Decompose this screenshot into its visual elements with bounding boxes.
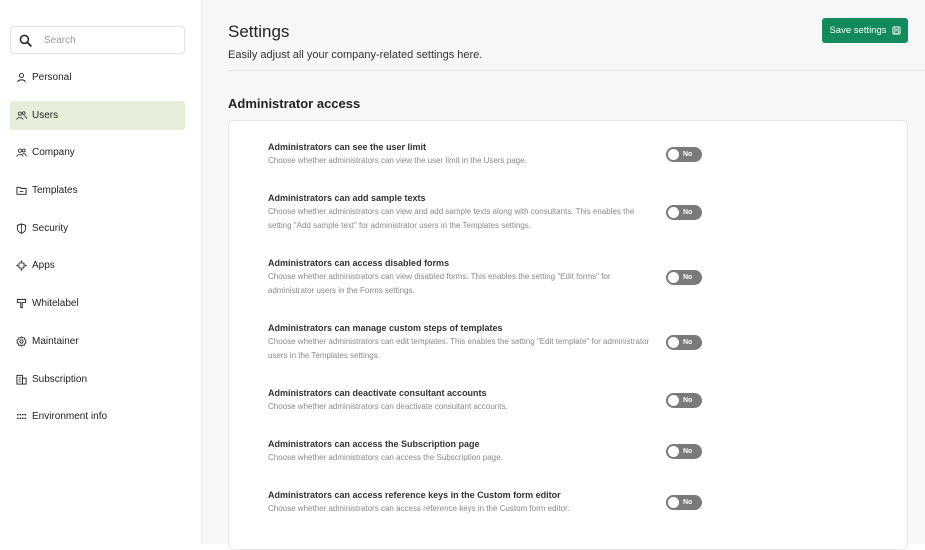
setting-toggle[interactable] — [666, 270, 702, 285]
sidebar-item-environment-info[interactable] — [10, 402, 185, 431]
toggle-label: No — [683, 151, 693, 158]
toggle-label: No — [683, 397, 693, 404]
folder-icon — [16, 185, 27, 196]
setting-toggle[interactable] — [666, 147, 702, 162]
search-icon — [19, 33, 33, 47]
save-icon — [892, 26, 901, 35]
setting-row — [268, 322, 888, 363]
sidebar-item-security[interactable] — [10, 214, 185, 243]
toggle-knob — [668, 395, 679, 406]
sidebar-item-label: Users — [32, 109, 59, 121]
setting-description: Choose whether administrators can edit templates. This enables the setting "Edit template" for administrator users in the Templates settings. — [268, 337, 650, 360]
main-content — [202, 0, 925, 544]
setting-description: Choose whether administrators can deactivate consultant accounts. — [268, 402, 508, 411]
sidebar-nav — [0, 63, 201, 431]
setting-title: Administrators can access the Subscription page — [268, 439, 480, 449]
sidebar-item-label: Templates — [32, 185, 78, 197]
setting-title: Administrators can manage custom steps of templates — [268, 323, 503, 333]
search-input[interactable] — [42, 34, 176, 47]
settings-card — [228, 120, 908, 550]
page-header — [228, 0, 925, 71]
setting-toggle[interactable] — [666, 393, 702, 408]
toggle-label: No — [683, 339, 693, 346]
setting-title: Administrators can deactivate consultant accounts — [268, 388, 487, 398]
sidebar-item-maintainer[interactable] — [10, 327, 185, 356]
toggle-label: No — [683, 499, 693, 506]
section-title: Administrator access — [228, 96, 361, 111]
setting-title: Administrators can add sample texts — [268, 193, 426, 203]
setting-title: Administrators can access disabled forms — [268, 258, 450, 268]
user-icon — [16, 72, 27, 83]
setting-toggle[interactable] — [666, 205, 702, 220]
brush-icon — [16, 298, 27, 309]
toggle-knob — [668, 149, 679, 160]
sidebar-item-templates[interactable] — [10, 176, 185, 205]
sidebar-item-label: Subscription — [32, 373, 88, 385]
toggle-knob — [668, 272, 679, 283]
sidebar-item-users[interactable] — [10, 101, 185, 130]
apps-icon — [16, 260, 27, 271]
toggle-label: No — [683, 274, 693, 281]
save-button-label: Save settings — [829, 25, 887, 36]
setting-description: Choose whether administrators can view and add sample texts along with consultants. This enables the setting "Add sample text" for administrator users in the Templates settings. — [268, 207, 635, 230]
save-settings-button[interactable] — [822, 18, 908, 43]
gear-icon — [16, 336, 27, 347]
setting-description: Choose whether administrators can view disabled forms. This enables the setting "Edit forms" for administrator users in the Forms settings. — [268, 272, 611, 295]
sidebar-item-personal[interactable] — [10, 63, 185, 92]
sidebar-item-label: Environment info — [32, 411, 108, 423]
sidebar-item-label: Maintainer — [32, 335, 79, 347]
sidebar-item-label: Whitelabel — [32, 298, 79, 310]
sidebar-item-label: Personal — [32, 72, 72, 83]
sidebar-item-label: Company — [32, 147, 75, 159]
setting-row — [268, 489, 888, 516]
setting-description: Choose whether administrators can access reference keys in the Custom form editor. — [268, 504, 570, 513]
users-icon — [16, 110, 27, 121]
sidebar-item-label: Apps — [32, 260, 55, 272]
shield-icon — [16, 223, 27, 234]
sidebar-item-subscription[interactable] — [10, 365, 185, 394]
setting-toggle[interactable] — [666, 444, 702, 459]
setting-title: Administrators can access reference keys in the Custom form editor — [268, 490, 561, 500]
setting-description: Choose whether administrators can access the Subscription page. — [268, 453, 503, 462]
toggle-knob — [668, 207, 679, 218]
setting-title: Administrators can see the user limit — [268, 142, 427, 152]
page-title: Settings — [228, 22, 290, 41]
toggle-knob — [668, 497, 679, 508]
sidebar-item-label: Security — [32, 222, 69, 234]
setting-toggle[interactable] — [666, 335, 702, 350]
setting-toggle[interactable] — [666, 495, 702, 510]
building-icon — [16, 374, 27, 385]
page-subtitle: Easily adjust all your company-related settings here. — [228, 49, 483, 61]
sidebar-item-apps[interactable] — [10, 251, 185, 280]
toggle-label: No — [683, 448, 693, 455]
setting-row — [268, 438, 888, 465]
setting-row — [268, 192, 888, 233]
company-icon — [16, 147, 27, 158]
toggle-knob — [668, 446, 679, 457]
setting-description: Choose whether administrators can view the user limit in the Users page. — [268, 156, 527, 165]
sidebar-item-company[interactable] — [10, 138, 185, 167]
setting-row — [268, 141, 888, 168]
search-box[interactable] — [10, 26, 185, 54]
toggle-knob — [668, 337, 679, 348]
setting-row — [268, 257, 888, 298]
setting-row — [268, 387, 888, 414]
sidebar — [0, 0, 202, 544]
sidebar-item-whitelabel[interactable] — [10, 289, 185, 318]
grid-icon — [16, 411, 27, 422]
toggle-label: No — [683, 209, 693, 216]
